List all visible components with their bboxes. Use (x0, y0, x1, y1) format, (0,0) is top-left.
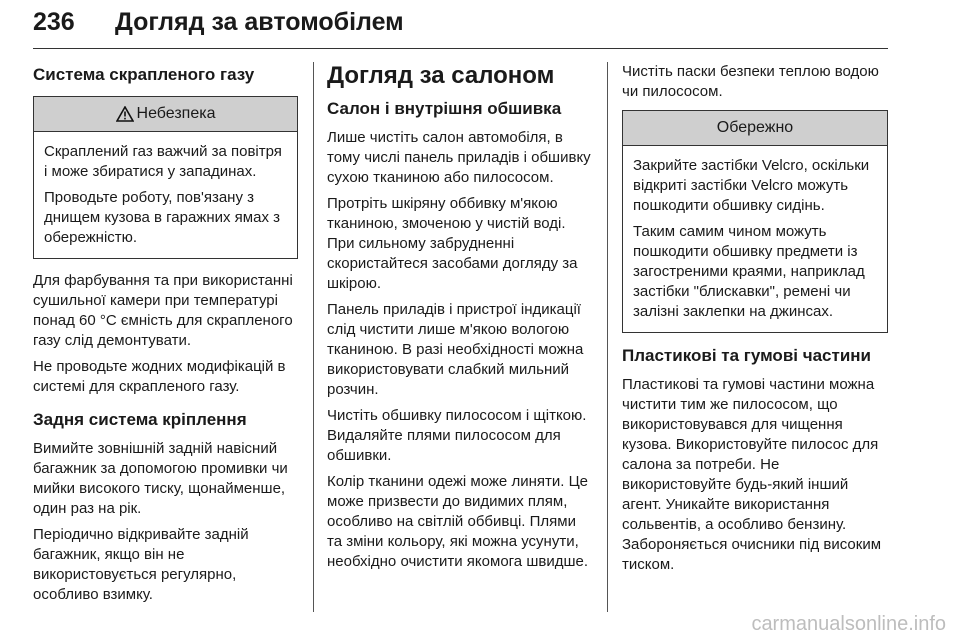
caution-paragraph: Закрийте застібки Velcro, оскільки відкриті застібки Velcro можуть пошкодити обшивку сидінь. (633, 157, 870, 214)
main-title-interior-care: Догляд за салоном (327, 62, 555, 89)
body-paragraph: Вимийте зовнішній задній навісний багажник за допомогою промивки чи мийки високого тиску, щонайменше, один раз на рік. (33, 440, 288, 517)
header-rule (33, 48, 888, 49)
subsection-title-rear-carrier: Задня система кріплення (33, 410, 247, 429)
caution-box-label: Обережно (716, 119, 794, 136)
body-paragraph: Пластикові та гумові частини можна чистити тим же пилососом, що використовувався для чищення кузова. Використовуйте пилосос для салона за потреби. Не використовуйте будь-який інший агент. Уникайте використання сольвентів, а особливо бензину. Забороняється очисники під високим тиском. (622, 376, 882, 573)
subsection-title-interior: Салон і внутрішня обшивка (327, 99, 562, 118)
warning-triangle-icon (116, 106, 134, 122)
column-divider (607, 62, 608, 612)
column-right (622, 62, 888, 581)
page-number: 236 (33, 8, 75, 36)
body-paragraph: Для фарбування та при використанні сушильної камери при температурі понад 60 °C ємність для скрапленого газу слід демонтувати. (33, 272, 293, 349)
caution-paragraph: Таким самим чином можуть пошкодити обшивку предмети із загостреними краями, наприклад застібки "блискавки", ремені чи залізні заклепки на джинсах. (633, 223, 865, 320)
column-middle (327, 62, 592, 578)
section-title-lpg: Система скрапленого газу (33, 65, 255, 84)
body-paragraph: Панель приладів і пристрої індикації слід чистити лише м'якою вологою тканиною. В разі необхідності можна використовувати слабкий мильний розчин. (327, 301, 584, 398)
body-paragraph: Не проводьте жодних модифікацій в системі для скрапленого газу. (33, 358, 286, 395)
danger-paragraph: Скраплений газ важчий за повітря і може збиратися у западинах. (44, 143, 282, 180)
body-paragraph: Протріть шкіряну оббивку м'якою тканиною, змоченою у чистій воді. При сильному забрудненні скористайтеся засобами догляду за шкірою. (327, 195, 578, 292)
body-paragraph: Колір тканини одежі може линяти. Це може призвести до видимих плям, особливо на світлій оббивці. Плями та зміни кольору, які можна усунути, необхідно очистити якомога швидше. (327, 473, 589, 570)
column-left (33, 62, 298, 611)
caution-box-header (623, 111, 887, 146)
page-header (33, 8, 888, 44)
danger-box-label: Небезпека (136, 105, 216, 122)
subsection-title-plastic-rubber: Пластикові та гумові частини (622, 346, 871, 365)
danger-box (33, 96, 298, 259)
column-divider (313, 62, 314, 612)
body-paragraph: Періодично відкривайте задній багажник, якщо він не використовується регулярно, особливо взимку. (33, 526, 249, 603)
watermark-brand: carmanualsonline.info (751, 613, 946, 635)
danger-box-header (34, 97, 297, 132)
body-paragraph: Чистіть обшивку пилососом і щіткою. Видаляйте плями пилососом для обшивки. (327, 407, 587, 464)
danger-paragraph: Проводьте роботу, пов'язану з днищем кузова в гаражних ямах з обережністю. (44, 189, 280, 246)
chapter-title: Догляд за автомобілем (115, 8, 404, 36)
intro-paragraph: Чистіть паски безпеки теплою водою чи пилососом. (622, 63, 879, 100)
caution-box (622, 110, 888, 333)
body-paragraph: Лише чистіть салон автомобіля, в тому числі панель приладів і обшивку сухою тканиною або пилососом. (327, 129, 591, 186)
